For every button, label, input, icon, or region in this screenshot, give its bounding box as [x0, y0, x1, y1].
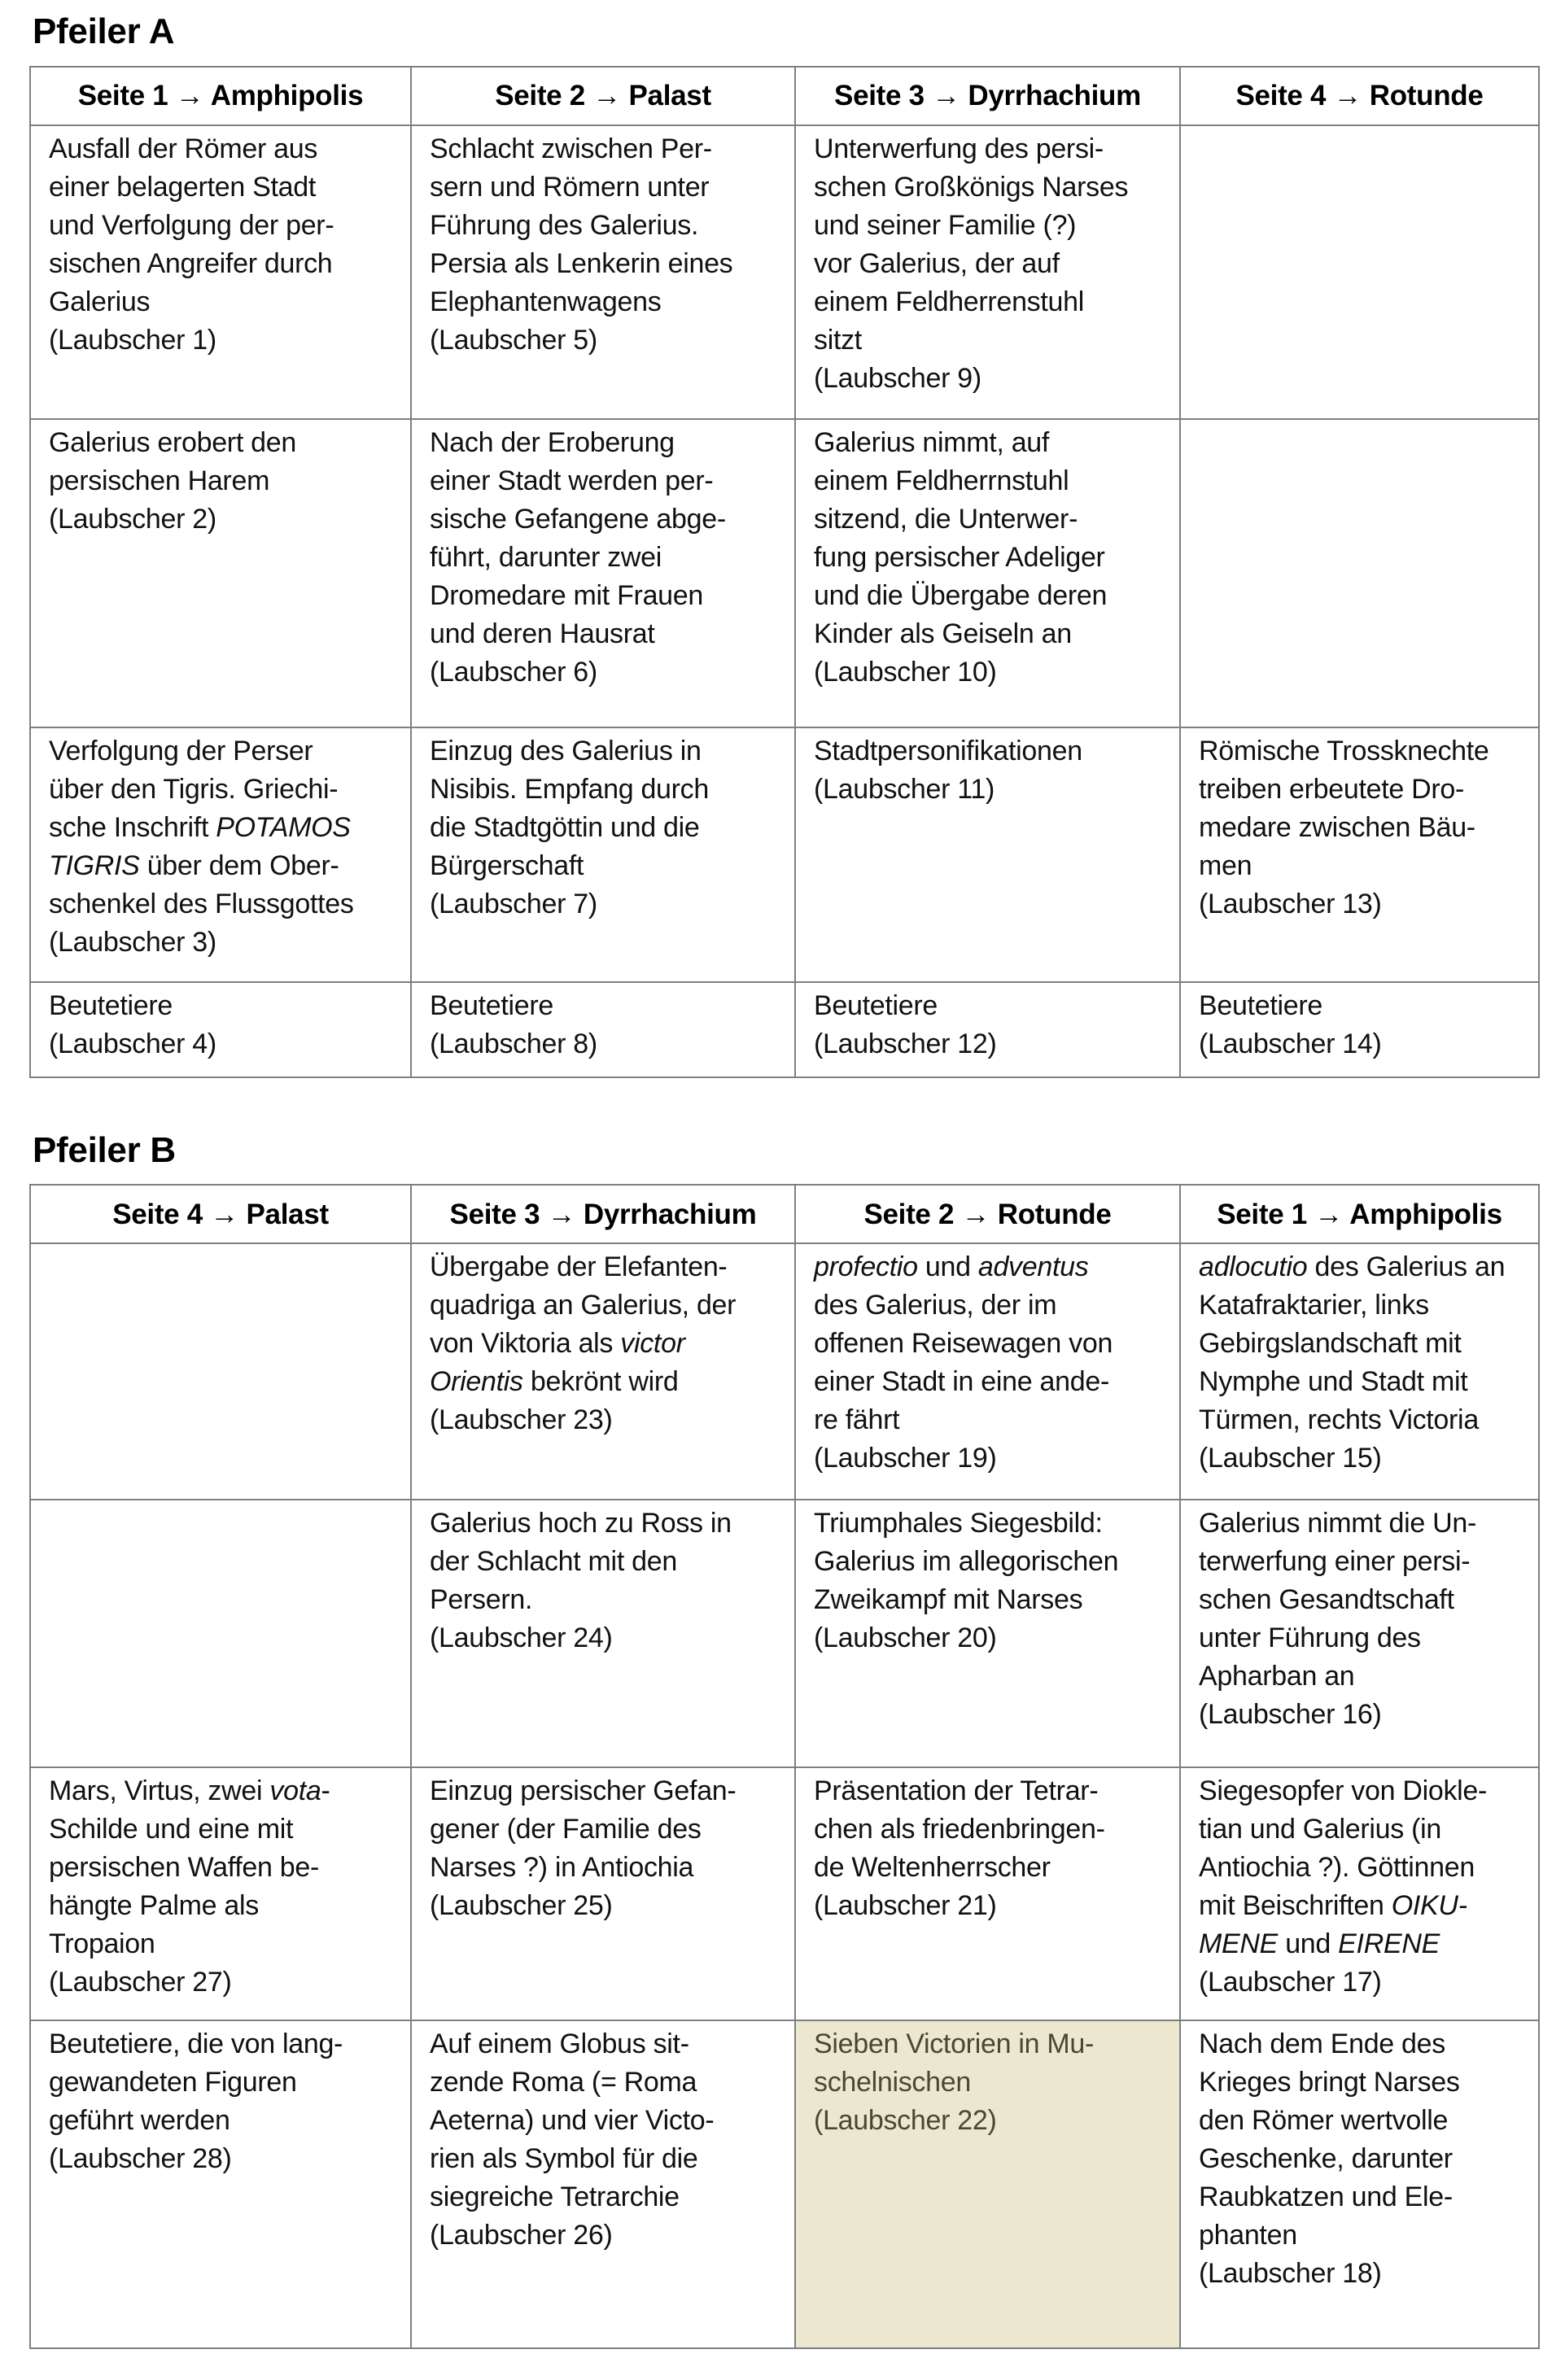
cell-a-r4-c4: Beutetiere (Laubscher 14) — [1180, 982, 1539, 1077]
table-row — [30, 2020, 1539, 2348]
header-seite-2-rotunde: Seite 2 → Rotunde — [795, 1185, 1180, 1243]
header-seite-1-amphipolis: Seite 1 → Amphipolis — [30, 67, 411, 125]
cell-a-r1-c2: Schlacht zwischen Per- sern und Römern unter Führung des Galerius. Persia als Lenkerin eines Elephantenwagens (Laubscher 5) — [411, 125, 795, 419]
cell-b-r2-c1 — [30, 1500, 411, 1767]
cell-a-r3-c3: Stadtpersonifikationen (Laubscher 11) — [795, 727, 1180, 982]
cell-b-r4-c1: Beutetiere, die von lang- gewandeten Figuren geführt werden (Laubscher 28) — [30, 2020, 411, 2348]
cell-a-r2-c3: Galerius nimmt, auf einem Feldherrnstuhl sitzend, die Unterwer- fung persischer Adeliger und die Übergabe deren Kinder als Geiseln an (Laubscher 10) — [795, 419, 1180, 727]
cell-b-r2-c2: Galerius hoch zu Ross in der Schlacht mit den Persern. (Laubscher 24) — [411, 1500, 795, 1767]
header-seite-3-dyrrhachium: Seite 3 → Dyrrhachium — [411, 1185, 795, 1243]
cell-a-r4-c3: Beutetiere (Laubscher 12) — [795, 982, 1180, 1077]
cell-a-r2-c2: Nach der Eroberung einer Stadt werden per- sische Gefangene abge- führt, darunter zwei Dromedare mit Frauen und deren Hausrat (Laubscher 6) — [411, 419, 795, 727]
pfeiler-a-header-row — [30, 67, 1539, 125]
pfeiler-b-title: Pfeiler B — [33, 1129, 176, 1170]
header-seite-4-palast: Seite 4 → Palast — [30, 1185, 411, 1243]
header-seite-2-palast: Seite 2 → Palast — [411, 67, 795, 125]
cell-a-r1-c1: Ausfall der Römer aus einer belagerten Stadt und Verfolgung der per- sischen Angreifer durch Galerius (Laubscher 1) — [30, 125, 411, 419]
cell-a-r2-c1: Galerius erobert den persischen Harem (Laubscher 2) — [30, 419, 411, 727]
cell-b-r4-c2: Auf einem Globus sit- zende Roma (= Roma Aeterna) und vier Victo- rien als Symbol für die siegreiche Tetrarchie (Laubscher 26) — [411, 2020, 795, 2348]
table-row — [30, 1243, 1539, 1500]
cell-b-r3-c2: Einzug persischer Gefan- gener (der Familie des Narses ?) in Antiochia (Laubscher 25) — [411, 1767, 795, 2020]
pfeiler-b-header-row — [30, 1185, 1539, 1243]
cell-b-r3-c1: Mars, Virtus, zwei vota- Schilde und eine mit persischen Waffen be- hängte Palme als Tropaion (Laubscher 27) — [30, 1767, 411, 2020]
cell-b-r2-c4: Galerius nimmt die Un- terwerfung einer persi- schen Gesandtschaft unter Führung des Apharban an (Laubscher 16) — [1180, 1500, 1539, 1767]
cell-a-r3-c2: Einzug des Galerius in Nisibis. Empfang durch die Stadtgöttin und die Bürgerschaft (Laubscher 7) — [411, 727, 795, 982]
table-row — [30, 125, 1539, 419]
cell-a-r1-c3: Unterwerfung des persi- schen Großkönigs Narses und seiner Familie (?) vor Galerius, der auf einem Feldherrenstuhl sitzt (Laubscher 9) — [795, 125, 1180, 419]
cell-b-r4-c4: Nach dem Ende des Krieges bringt Narses den Römer wertvolle Geschenke, darunter Raubkatzen und Ele- phanten (Laubscher 18) — [1180, 2020, 1539, 2348]
cell-b-r4-c3-highlighted: Sieben Victorien in Mu- schelnischen (Laubscher 22) — [795, 2020, 1180, 2348]
cell-b-r1-c4: adlocutio des Galerius an Katafraktarier, links Gebirgslandschaft mit Nymphe und Stadt mit Türmen, rechts Victoria (Laubscher 15) — [1180, 1243, 1539, 1500]
pfeiler-b-table — [29, 1184, 1540, 2349]
cell-b-r1-c3: profectio und adventus des Galerius, der im offenen Reisewagen von einer Stadt in eine ande- re fährt (Laubscher 19) — [795, 1243, 1180, 1500]
cell-a-r1-c4 — [1180, 125, 1539, 419]
cell-a-r2-c4 — [1180, 419, 1539, 727]
pfeiler-a-table — [29, 66, 1540, 1078]
cell-b-r3-c4: Siegesopfer von Diokle- tian und Galerius (in Antiochia ?). Göttinnen mit Beischriften OIKU- MENE und EIRENE (Laubscher 17) — [1180, 1767, 1539, 2020]
cell-b-r2-c3: Triumphales Siegesbild: Galerius im allegorischen Zweikampf mit Narses (Laubscher 20) — [795, 1500, 1180, 1767]
table-row — [30, 419, 1539, 727]
pfeiler-a-title: Pfeiler A — [33, 11, 175, 51]
cell-a-r3-c4: Römische Trossknechte treiben erbeutete Dro- medare zwischen Bäu- men (Laubscher 13) — [1180, 727, 1539, 982]
cell-b-r1-c1 — [30, 1243, 411, 1500]
table-row — [30, 1500, 1539, 1767]
cell-b-r1-c2: Übergabe der Elefanten- quadriga an Galerius, der von Viktoria als victor Orientis bekrönt wird (Laubscher 23) — [411, 1243, 795, 1500]
cell-b-r3-c3: Präsentation der Tetrar- chen als friedenbringen- de Weltenherrscher (Laubscher 21) — [795, 1767, 1180, 2020]
table-row — [30, 982, 1539, 1077]
cell-a-r4-c2: Beutetiere (Laubscher 8) — [411, 982, 795, 1077]
header-seite-3-dyrrhachium: Seite 3 → Dyrrhachium — [795, 67, 1180, 125]
header-seite-1-amphipolis: Seite 1 → Amphipolis — [1180, 1185, 1539, 1243]
header-seite-4-rotunde: Seite 4 → Rotunde — [1180, 67, 1539, 125]
table-row — [30, 1767, 1539, 2020]
cell-a-r3-c1: Verfolgung der Perser über den Tigris. Griechi- sche Inschrift POTAMOS TIGRIS über dem Ober- schenkel des Flussgottes (Laubscher 3) — [30, 727, 411, 982]
cell-a-r4-c1: Beutetiere (Laubscher 4) — [30, 982, 411, 1077]
table-row — [30, 727, 1539, 982]
